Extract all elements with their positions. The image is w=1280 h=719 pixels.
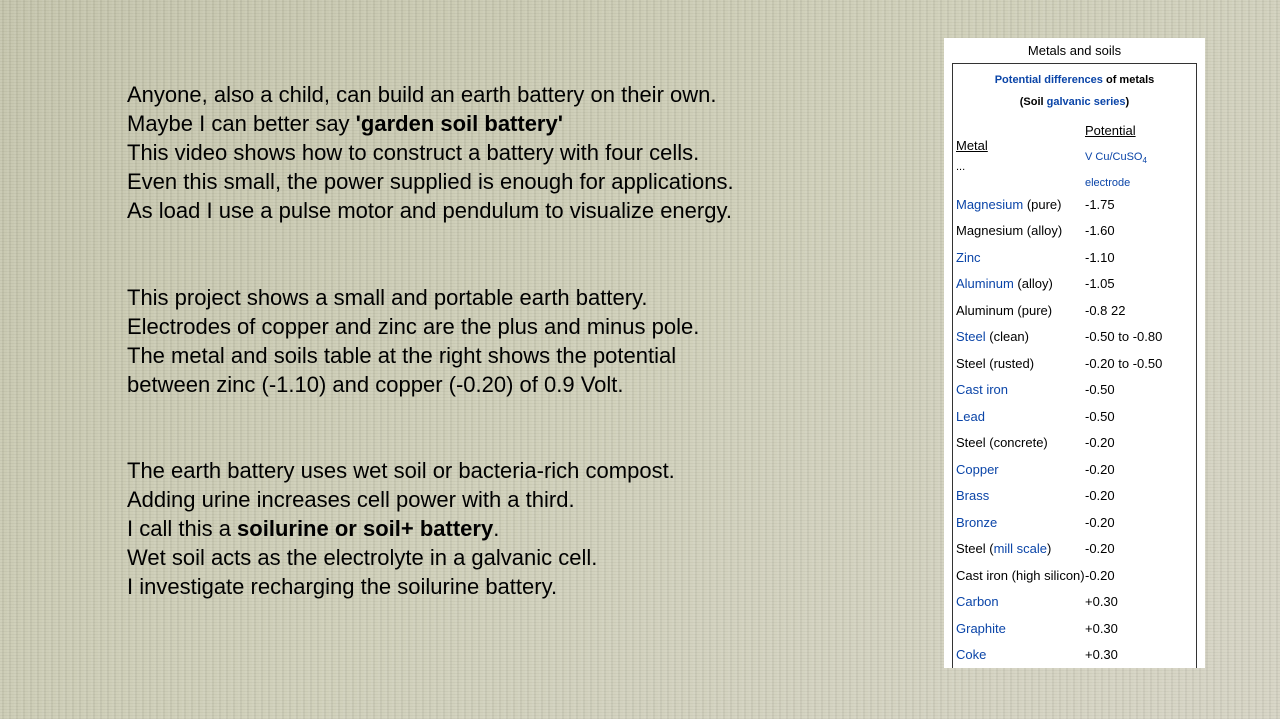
table-row <box>953 403 1196 430</box>
metal-link[interactable]: Magnesium <box>956 196 1024 212</box>
metal-suffix: (pure) <box>1023 196 1062 212</box>
metal-text: Cast iron (high silicon) <box>956 567 1085 583</box>
metal-cell <box>953 247 1085 268</box>
metal-cell <box>953 273 1085 294</box>
table-row <box>953 244 1196 271</box>
table-row <box>953 430 1196 457</box>
line-text: The metal and soils table at the right shows the potential <box>127 343 677 368</box>
table-row <box>953 456 1196 483</box>
table-row <box>953 642 1196 669</box>
potential-cell: +0.30 <box>1085 647 1118 663</box>
potential-differences-link[interactable]: Potential differences <box>994 74 1103 86</box>
soilurine-paragraph <box>127 456 675 601</box>
potential-cell: -0.8 22 <box>1085 302 1126 318</box>
potential-cell: -0.20 <box>1085 461 1115 477</box>
text-line <box>127 312 699 341</box>
metal-column-header: Metal <box>956 138 988 153</box>
line-text: Wet soil acts as the electrolyte in a galvanic cell. <box>127 545 598 570</box>
line-text: This project shows a small and portable earth battery. <box>127 285 648 310</box>
infobox-caption: Metals and soils <box>1027 43 1122 58</box>
line-text: Maybe I can better say <box>127 111 356 136</box>
potential-unit[interactable] <box>1085 146 1147 194</box>
metal-cell <box>953 194 1085 215</box>
text-line <box>127 341 699 370</box>
title-rest: of metals <box>1102 74 1155 86</box>
metal-cell <box>953 512 1085 533</box>
text-line <box>127 196 734 225</box>
metals-and-soils-infobox <box>944 38 1205 668</box>
metal-cell <box>953 353 1085 374</box>
table-row <box>953 191 1196 218</box>
project-paragraph <box>127 283 699 399</box>
metal-link[interactable]: Brass <box>956 488 990 504</box>
subtitle-pre: (Soil <box>1019 96 1047 108</box>
potential-cell: +0.30 <box>1085 620 1118 636</box>
line-text: I investigate recharging the soilurine battery. <box>127 574 558 599</box>
galvanic-series-link[interactable]: galvanic series <box>1046 96 1126 108</box>
line-text: Adding urine increases cell power with a third. <box>127 487 575 512</box>
potential-cell: -0.20 <box>1085 514 1115 530</box>
table-row <box>953 536 1196 563</box>
bold-text: 'garden soil battery' <box>355 111 563 136</box>
metal-cell <box>953 326 1085 347</box>
metal-text: Steel ( <box>956 541 994 557</box>
metal-cell <box>953 406 1085 427</box>
potential-cell: -0.20 to -0.50 <box>1085 355 1163 371</box>
line-text: As load I use a pulse motor and pendulum to visualize energy. <box>127 198 732 223</box>
table-row <box>953 350 1196 377</box>
table-row <box>953 377 1196 404</box>
text-line <box>127 80 734 109</box>
metal-cell <box>953 220 1085 241</box>
table-body <box>953 191 1196 668</box>
unit-electrode: electrode <box>1085 177 1131 190</box>
metal-suffix: (clean) <box>985 329 1029 345</box>
bold-text: soilurine or soil+ battery <box>237 516 494 541</box>
metal-link[interactable]: Copper <box>956 461 999 477</box>
table-row <box>953 218 1196 245</box>
potential-cell: -0.50 <box>1085 382 1115 398</box>
line-text: Anyone, also a child, can build an earth battery on their own. <box>127 82 717 107</box>
metal-suffix: (alloy) <box>1013 276 1053 292</box>
table-row <box>953 589 1196 616</box>
potential-cell: -1.75 <box>1085 196 1115 212</box>
table-row <box>953 483 1196 510</box>
line-text: The earth battery uses wet soil or bacteria-rich compost. <box>127 458 675 483</box>
line-text: This video shows how to construct a battery with four cells. <box>127 140 700 165</box>
metal-cell <box>953 591 1085 612</box>
line-text: I call this a <box>127 516 238 541</box>
metal-link[interactable]: Aluminum <box>956 276 1014 292</box>
metal-text: Steel (concrete) <box>956 435 1048 451</box>
potential-cell: -0.20 <box>1085 567 1115 583</box>
metal-link[interactable]: Lead <box>956 408 985 424</box>
metal-cell <box>953 618 1085 639</box>
intro-paragraph <box>127 80 734 225</box>
metal-link[interactable]: Cast iron <box>956 382 1009 398</box>
metal-link[interactable]: mill scale <box>993 541 1048 557</box>
text-line <box>127 543 675 572</box>
metal-cell <box>953 379 1085 400</box>
table-row <box>953 562 1196 589</box>
metal-link[interactable]: Bronze <box>956 514 998 530</box>
table-row <box>953 271 1196 298</box>
metal-text: Aluminum (pure) <box>956 302 1053 318</box>
potential-cell: -0.20 <box>1085 435 1115 451</box>
metal-suffix: ) <box>1047 541 1052 557</box>
text-line <box>127 167 734 196</box>
metal-cell <box>953 538 1085 559</box>
metal-cell <box>953 300 1085 321</box>
line-text: Electrodes of copper and zinc are the plus and minus pole. <box>127 314 700 339</box>
table-header <box>953 113 1196 191</box>
text-line <box>127 456 675 485</box>
unit-subscript: 4 <box>1142 156 1147 166</box>
line-text: between zinc (-1.10) and copper (-0.20) of 0.9 Volt. <box>127 372 624 397</box>
unit-text: V Cu/CuSO <box>1085 151 1143 163</box>
metal-link[interactable]: Graphite <box>956 620 1006 636</box>
table-row <box>953 509 1196 536</box>
metal-cell <box>953 459 1085 480</box>
table-title <box>953 64 1196 113</box>
table-row <box>953 324 1196 351</box>
metal-link[interactable]: Coke <box>956 647 987 663</box>
table-row <box>953 297 1196 324</box>
metal-cell <box>953 432 1085 453</box>
metal-link[interactable]: Carbon <box>956 594 999 610</box>
metal-text: Magnesium (alloy) <box>956 223 1063 239</box>
potential-cell: -0.50 to -0.80 <box>1085 329 1163 345</box>
text-line <box>127 283 699 312</box>
text-line <box>127 109 734 138</box>
potential-cell: -0.50 <box>1085 408 1115 424</box>
potential-cell: -0.20 <box>1085 541 1115 557</box>
text-line <box>127 514 675 543</box>
metal-column-ellipsis: ... <box>956 161 966 173</box>
galvanic-series-table <box>952 63 1197 668</box>
table-row <box>953 615 1196 642</box>
subtitle-post: ) <box>1125 96 1130 108</box>
potential-column-header: Potential <box>1085 123 1136 138</box>
metal-link[interactable]: Steel <box>956 329 986 345</box>
potential-cell: -1.60 <box>1085 223 1115 239</box>
metal-cell <box>953 485 1085 506</box>
metal-link[interactable]: Zinc <box>956 249 981 265</box>
text-line <box>127 138 734 167</box>
potential-cell: +0.30 <box>1085 594 1118 610</box>
text-line <box>127 485 675 514</box>
potential-cell: -0.20 <box>1085 488 1115 504</box>
text-line <box>127 370 699 399</box>
metal-text: Steel (rusted) <box>956 355 1035 371</box>
potential-cell: -1.10 <box>1085 249 1115 265</box>
metal-cell <box>953 565 1085 586</box>
line-text: Even this small, the power supplied is enough for applications. <box>127 169 734 194</box>
metal-cell <box>953 644 1085 665</box>
potential-cell: -1.05 <box>1085 276 1115 292</box>
text-line <box>127 572 675 601</box>
line-suffix: . <box>493 516 500 541</box>
